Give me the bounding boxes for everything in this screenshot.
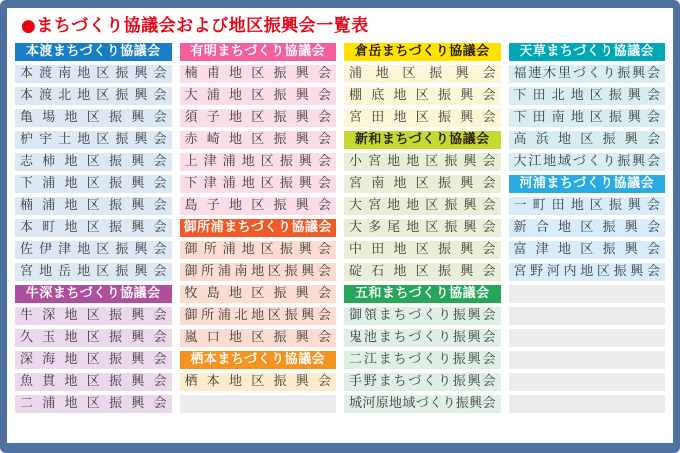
table-column [15, 43, 172, 413]
district-cell: 新合地区振興会 [509, 219, 666, 237]
council-header-cell: 御所浦まちづくり協議会 [180, 219, 337, 237]
council-header-cell: 本渡まちづくり協議会 [15, 43, 172, 61]
district-cell: 大浦地区振興会 [180, 87, 337, 105]
district-cell: 二江まちづくり振興会 [344, 351, 501, 369]
district-cell: 中田地区振興会 [344, 241, 501, 259]
district-cell: 須子地区振興会 [180, 109, 337, 127]
district-cell: 下田南地区振興会 [509, 109, 666, 127]
council-header-cell: 牛深まちづくり協議会 [15, 285, 172, 303]
district-cell: 本町地区振興会 [15, 219, 172, 237]
district-cell: 宮田地区振興会 [344, 109, 501, 127]
council-table [15, 43, 665, 413]
empty-cell [180, 395, 337, 413]
district-cell: 下津浦地区振興会 [180, 175, 337, 193]
district-cell: 手野まちづくり振興会 [344, 373, 501, 391]
district-cell: 碇石地区振興会 [344, 263, 501, 281]
district-cell: 宮南地区振興会 [344, 175, 501, 193]
district-cell: 浦地区振興会 [344, 65, 501, 83]
district-cell: 御所浦北地区振興会 [180, 307, 337, 325]
district-cell: 大江地域づくり振興会 [509, 153, 666, 171]
district-cell: 二浦地区振興会 [15, 395, 172, 413]
district-cell: 城河原地域づくり振興会 [344, 395, 501, 413]
district-cell: 本渡南地区振興会 [15, 65, 172, 83]
district-cell: 牛深地区振興会 [15, 307, 172, 325]
district-cell: 大多尾地区振興会 [344, 219, 501, 237]
district-cell: 魚貫地区振興会 [15, 373, 172, 391]
district-cell: 下田北地区振興会 [509, 87, 666, 105]
empty-cell [509, 351, 666, 369]
district-cell: 深海地区振興会 [15, 351, 172, 369]
district-cell: 久玉地区振興会 [15, 329, 172, 347]
district-cell: 一町田地区振興会 [509, 197, 666, 215]
district-cell: 本渡北地区振興会 [15, 87, 172, 105]
district-cell: 富津地区振興会 [509, 241, 666, 259]
table-column [180, 43, 337, 413]
page-title: ●まちづくり協議会および地区振興会一覧表 [21, 16, 369, 36]
district-cell: 高浜地区振興会 [509, 131, 666, 149]
district-cell: 御所浦南地区振興会 [180, 263, 337, 281]
content-area [7, 8, 673, 443]
district-cell: 赤崎地区振興会 [180, 131, 337, 149]
district-cell: 棚底地区振興会 [344, 87, 501, 105]
council-header-cell: 有明まちづくり協議会 [180, 43, 337, 61]
council-header-cell: 五和まちづくり協議会 [344, 285, 501, 303]
empty-cell [509, 307, 666, 325]
empty-cell [509, 285, 666, 303]
district-cell: 宮地岳地区振興会 [15, 263, 172, 281]
empty-cell [509, 329, 666, 347]
council-header-cell: 新和まちづくり協議会 [344, 131, 501, 149]
empty-cell [509, 373, 666, 391]
district-cell: 楠浦地区振興会 [15, 197, 172, 215]
district-cell: 志柿地区振興会 [15, 153, 172, 171]
table-column [509, 43, 666, 413]
empty-cell [509, 395, 666, 413]
district-cell: 亀場地区振興会 [15, 109, 172, 127]
district-cell: 小宮地地区振興会 [344, 153, 501, 171]
council-header-cell: 天草まちづくり協議会 [509, 43, 666, 61]
district-cell: 佐伊津地区振興会 [15, 241, 172, 259]
district-cell: 下浦地区振興会 [15, 175, 172, 193]
district-cell: 福連木里づくり振興会 [509, 65, 666, 83]
district-cell: 鬼池まちづくり振興会 [344, 329, 501, 347]
district-cell: 島子地区振興会 [180, 197, 337, 215]
table-column [344, 43, 501, 413]
district-cell: 御領まちづくり振興会 [344, 307, 501, 325]
district-cell: 牧島地区振興会 [180, 285, 337, 303]
council-header-cell: 河浦まちづくり協議会 [509, 175, 666, 193]
district-cell: 栖本地区振興会 [180, 373, 337, 391]
district-cell: 大宮地地区振興会 [344, 197, 501, 215]
district-cell: 枦宇土地区振興会 [15, 131, 172, 149]
council-header-cell: 倉岳まちづくり協議会 [344, 43, 501, 61]
council-header-cell: 栖本まちづくり協議会 [180, 351, 337, 369]
district-cell: 御所浦地区振興会 [180, 241, 337, 259]
district-cell: 楠甫地区振興会 [180, 65, 337, 83]
district-cell: 嵐口地区振興会 [180, 329, 337, 347]
district-cell: 上津浦地区振興会 [180, 153, 337, 171]
district-cell: 宮野河内地区振興会 [509, 263, 666, 281]
